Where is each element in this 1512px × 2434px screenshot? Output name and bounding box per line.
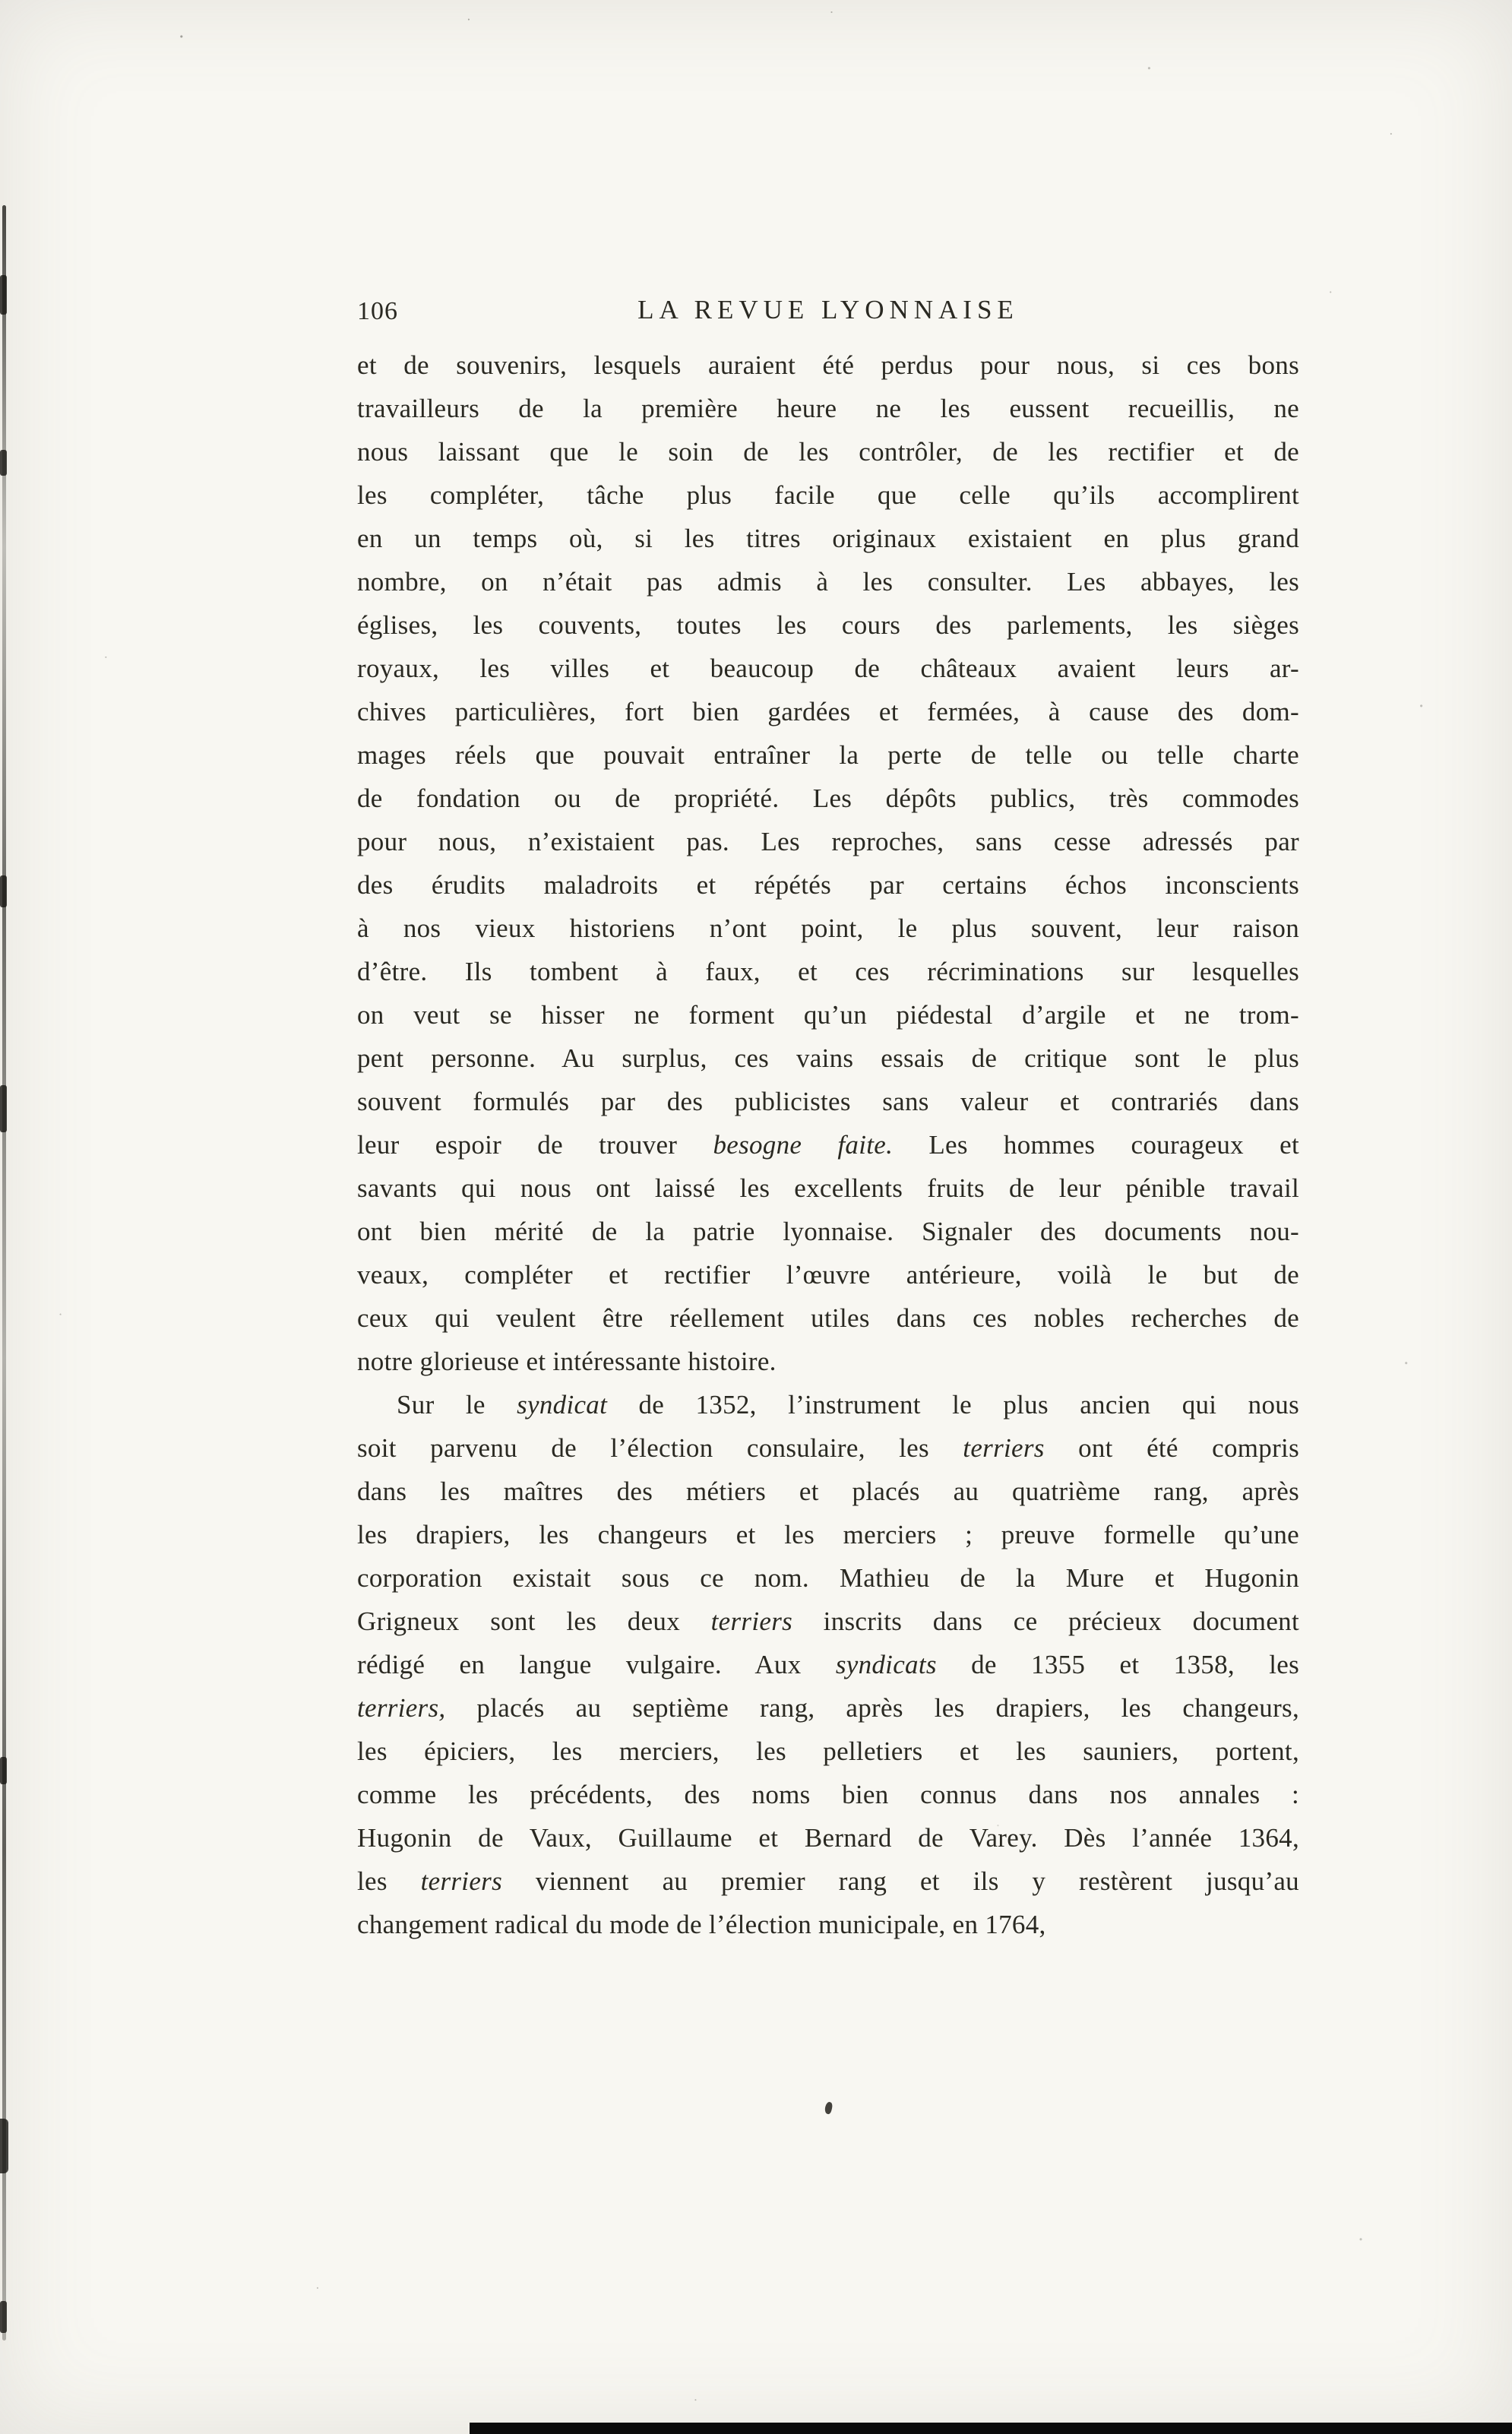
text-run: de 1352, l’instrument le plus ancien qui nous — [607, 1390, 1299, 1420]
scan-artifact-ink-speck — [824, 2101, 833, 2115]
text-run: souvent formulés par des publicistes sans valeur et contrariés dans — [357, 1087, 1299, 1116]
italic-text-run: terriers, — [357, 1693, 446, 1723]
text-line — [357, 1296, 1299, 1340]
text-line — [357, 517, 1299, 560]
text-line — [357, 690, 1299, 733]
text-line — [357, 1426, 1299, 1470]
text-run: Sur le — [397, 1390, 517, 1420]
text-run: des érudits maladroits et répétés par certains échos inconscients — [357, 870, 1299, 900]
text-line — [357, 473, 1299, 517]
text-line — [357, 1210, 1299, 1253]
text-run: comme les précédents, des noms bien connus dans nos annales : — [357, 1780, 1299, 1809]
text-run: Les hommes courageux et — [893, 1130, 1299, 1160]
italic-text-run: syndicat — [517, 1390, 608, 1420]
text-line — [357, 950, 1299, 993]
italic-text-run: terriers — [963, 1433, 1045, 1463]
text-run: dans les maîtres des métiers et placés au quatrième rang, après — [357, 1477, 1299, 1506]
text-line — [357, 560, 1299, 603]
text-line — [357, 1253, 1299, 1296]
text-run: placés au septième rang, après les drapiers, les changeurs, — [445, 1693, 1299, 1723]
text-run: Grigneux sont les deux — [357, 1606, 711, 1636]
text-run: pent personne. Au surplus, ces vains essais de critique sont le plus — [357, 1043, 1299, 1073]
text-run: en un temps où, si les titres originaux existaient en plus grand — [357, 524, 1299, 553]
text-run: notre glorieuse et intéressante histoire. — [357, 1347, 777, 1376]
scan-artifact-edge-mark — [0, 1757, 7, 1784]
text-line — [357, 1600, 1299, 1643]
text-run: les — [357, 1866, 421, 1896]
text-run: on veut se hisser ne forment qu’un piédestal d’argile et ne trom- — [357, 1000, 1299, 1030]
text-line — [357, 1037, 1299, 1080]
text-run: changement radical du mode de l’élection municipale, en 1764, — [357, 1910, 1046, 1939]
italic-text-run: terriers — [420, 1866, 503, 1896]
text-line — [357, 1340, 1299, 1383]
text-line — [357, 820, 1299, 863]
text-line — [357, 1383, 1299, 1426]
text-run: travailleurs de la première heure ne les eussent recueillis, ne — [357, 394, 1299, 423]
text-run: veaux, compléter et rectifier l’œuvre antérieure, voilà le but de — [357, 1260, 1299, 1290]
text-line — [357, 863, 1299, 907]
scan-artifact-edge-mark — [0, 2301, 7, 2333]
text-run: à nos vieux historiens n’ont point, le plus souvent, leur raison — [357, 913, 1299, 943]
text-line — [357, 1860, 1299, 1903]
text-line — [357, 993, 1299, 1037]
text-run: pour nous, n’existaient pas. Les reproches, sans cesse adressés par — [357, 827, 1299, 856]
text-run: ont été compris — [1044, 1433, 1300, 1463]
text-line — [357, 1730, 1299, 1773]
text-line — [357, 1816, 1299, 1860]
text-line — [357, 1513, 1299, 1556]
text-run: les épiciers, les merciers, les pelletiers et les sauniers, portent, — [357, 1736, 1299, 1766]
page-number: 106 — [357, 297, 398, 325]
scan-artifact-binding-edge — [2, 205, 6, 2341]
scan-artifact-edge-mark — [0, 275, 7, 315]
text-line — [357, 1686, 1299, 1730]
text-run: de 1355 et 1358, les — [936, 1650, 1299, 1679]
scan-artifact-edge-mark — [0, 875, 7, 907]
text-line — [357, 777, 1299, 820]
text-line — [357, 430, 1299, 473]
text-line — [357, 907, 1299, 950]
text-run: et de souvenirs, lesquels auraient été perdus pour nous, si ces bons — [357, 350, 1299, 380]
text-run: inscrits dans ce précieux document — [792, 1606, 1299, 1636]
text-run: corporation existait sous ce nom. Mathieu de la Mure et Hugonin — [357, 1563, 1299, 1593]
page-header — [357, 295, 1299, 331]
text-run: viennent au premier rang et ils y restèrent jusqu’au — [502, 1866, 1299, 1896]
text-run: ceux qui veulent être réellement utiles dans ces nobles recherches de — [357, 1303, 1299, 1333]
text-line — [357, 1470, 1299, 1513]
scan-artifact-edge-mark — [0, 450, 7, 476]
text-line — [357, 343, 1299, 387]
scan-artifact-edge-mark — [0, 1085, 7, 1132]
text-block — [357, 343, 1299, 1946]
text-line — [357, 387, 1299, 430]
text-run: nombre, on n’était pas admis à les consulter. Les abbayes, les — [357, 567, 1299, 597]
text-run: rédigé en langue vulgaire. Aux — [357, 1650, 836, 1679]
italic-text-run: besogne faite. — [713, 1130, 894, 1160]
scan-artifact-bottom-bar — [470, 2423, 1512, 2434]
text-run: savants qui nous ont laissé les excellents fruits de leur pénible travail — [357, 1173, 1299, 1203]
text-run: mages réels que pouvait entraîner la perte de telle ou telle charte — [357, 740, 1299, 770]
text-line — [357, 647, 1299, 690]
text-line — [357, 1080, 1299, 1123]
italic-text-run: syndicats — [835, 1650, 937, 1679]
text-run: ont bien mérité de la patrie lyonnaise. Signaler des documents nou- — [357, 1217, 1299, 1246]
text-run: d’être. Ils tombent à faux, et ces récriminations sur lesquelles — [357, 957, 1299, 986]
journal-title: LA REVUE LYONNAISE — [637, 295, 1019, 324]
text-line — [357, 1773, 1299, 1816]
text-run: leur espoir de trouver — [357, 1130, 713, 1160]
text-run: Hugonin de Vaux, Guillaume et Bernard de Varey. Dès l’année 1364, — [357, 1823, 1299, 1853]
text-line — [357, 1643, 1299, 1686]
text-run: chives particulières, fort bien gardées et fermées, à cause des dom- — [357, 697, 1299, 726]
text-line — [357, 733, 1299, 777]
scan-artifact-edge-mark — [0, 2119, 8, 2173]
text-line — [357, 1123, 1299, 1166]
text-run: royaux, les villes et beaucoup de châteaux avaient leurs ar- — [357, 654, 1299, 683]
text-line — [357, 603, 1299, 647]
text-run: soit parvenu de l’élection consulaire, les — [357, 1433, 963, 1463]
text-run: nous laissant que le soin de les contrôler, de les rectifier et de — [357, 437, 1299, 467]
text-run: églises, les couvents, toutes les cours des parlements, les sièges — [357, 610, 1299, 640]
text-line — [357, 1166, 1299, 1210]
text-run: les drapiers, les changeurs et les merciers ; preuve formelle qu’une — [357, 1520, 1299, 1549]
text-run: les compléter, tâche plus facile que celle qu’ils accomplirent — [357, 480, 1299, 510]
italic-text-run: terriers — [710, 1606, 793, 1636]
text-run: de fondation ou de propriété. Les dépôts publics, très commodes — [357, 783, 1299, 813]
text-line — [357, 1903, 1299, 1946]
text-line — [357, 1556, 1299, 1600]
